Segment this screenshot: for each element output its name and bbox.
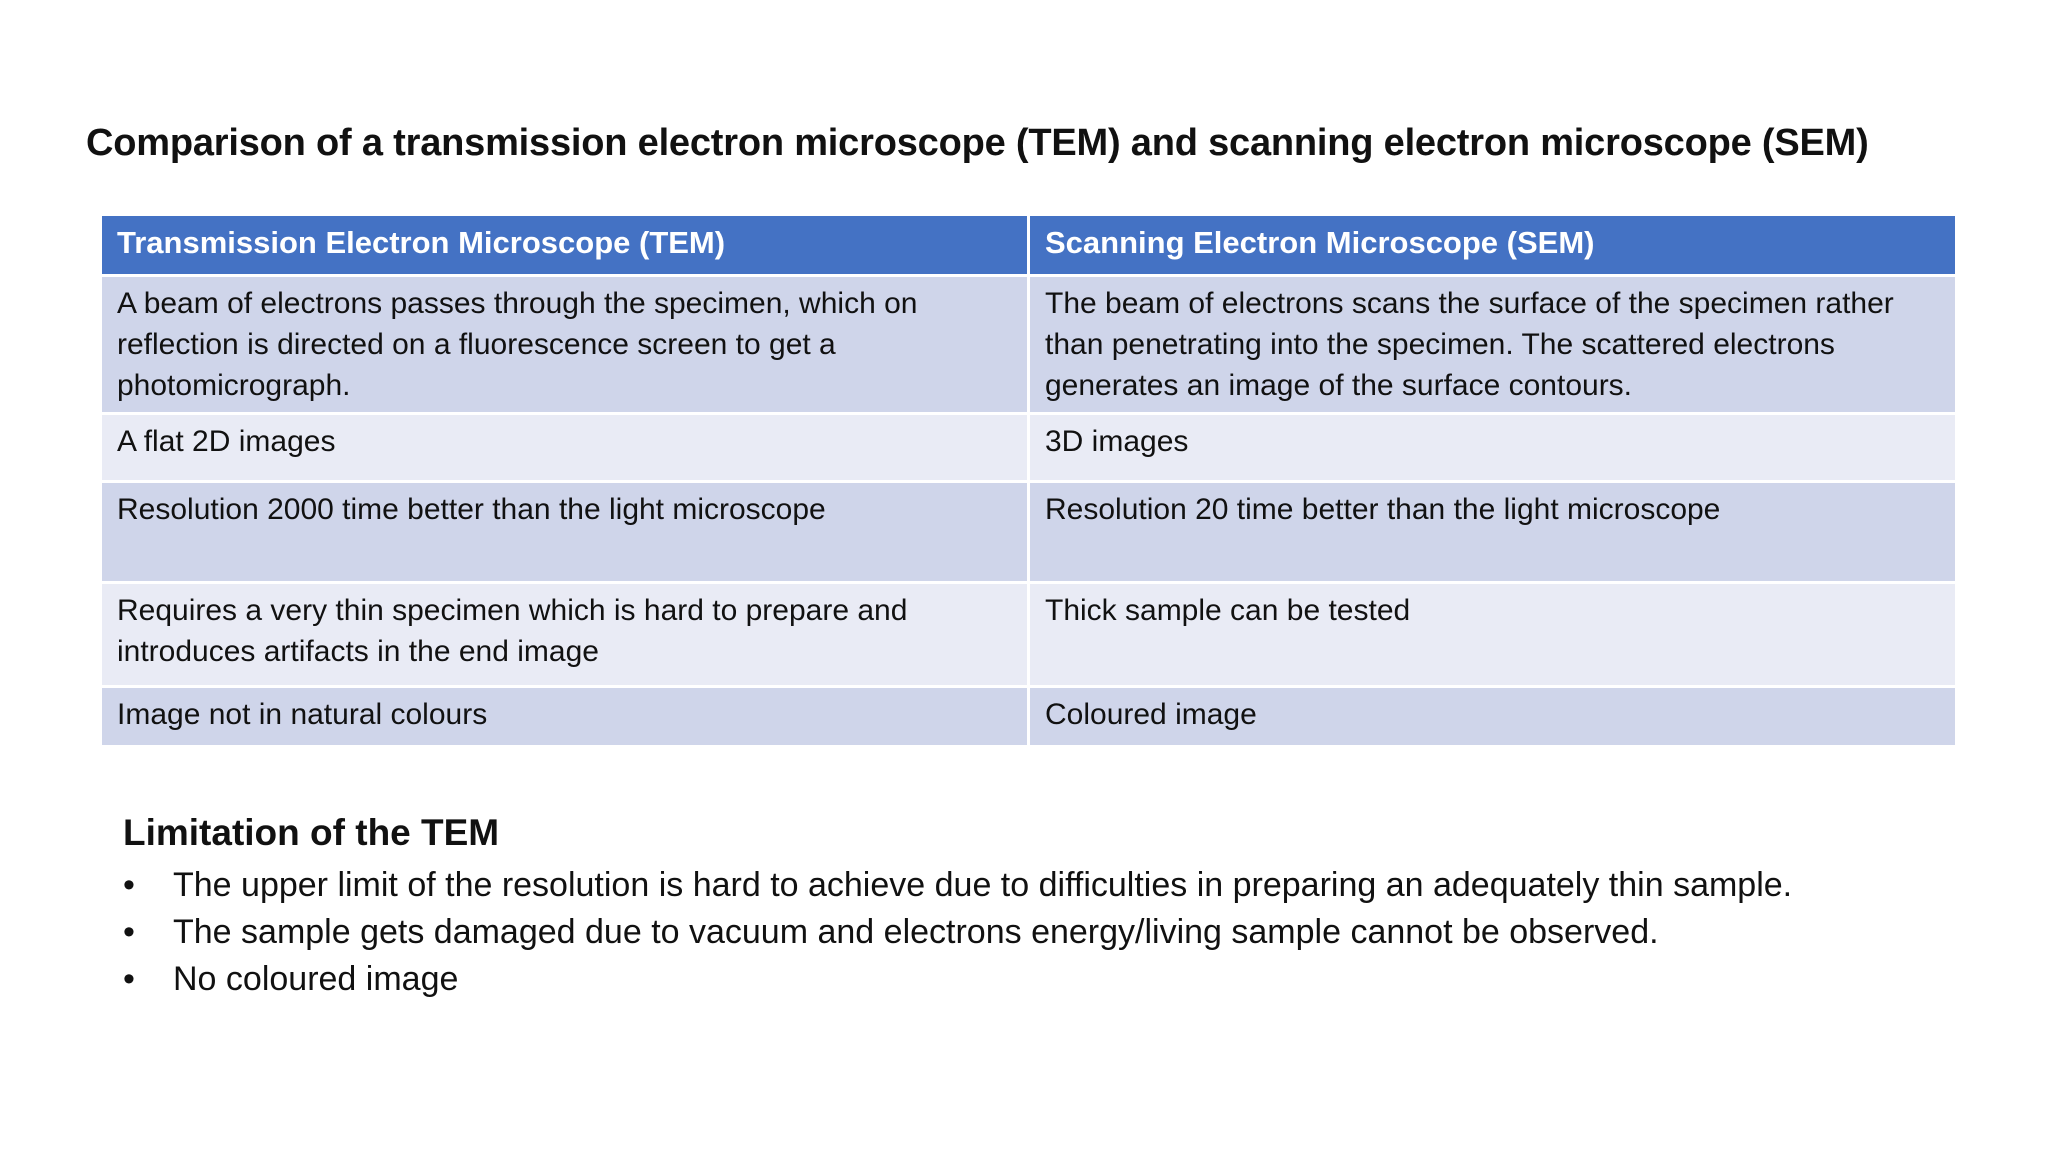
table-header-row bbox=[101, 215, 1957, 276]
comparison-table bbox=[99, 213, 1958, 748]
bullet-icon: • bbox=[123, 866, 135, 904]
sem-cell: 3D images bbox=[1029, 414, 1957, 482]
sem-cell: Resolution 20 time better than the light microscope bbox=[1029, 482, 1957, 583]
table-row bbox=[101, 687, 1957, 747]
list-item bbox=[123, 909, 1973, 956]
limitations-section bbox=[123, 808, 1973, 1003]
list-item-text: No coloured image bbox=[173, 960, 459, 998]
table-row bbox=[101, 482, 1957, 583]
header-sem: Scanning Electron Microscope (SEM) bbox=[1029, 215, 1957, 276]
list-item bbox=[123, 956, 1973, 1003]
limitations-list bbox=[123, 862, 1973, 1003]
bullet-icon: • bbox=[123, 913, 135, 951]
tem-cell: A beam of electrons passes through the specimen, which on reflection is directed on a fluorescence screen to get a photomicrograph. bbox=[101, 276, 1029, 414]
table-row bbox=[101, 583, 1957, 687]
table-row bbox=[101, 276, 1957, 414]
list-item bbox=[123, 862, 1973, 909]
tem-cell: A flat 2D images bbox=[101, 414, 1029, 482]
tem-cell: Requires a very thin specimen which is hard to prepare and introduces artifacts in the end image bbox=[101, 583, 1029, 687]
tem-cell: Image not in natural colours bbox=[101, 687, 1029, 747]
list-item-text: The upper limit of the resolution is hard to achieve due to difficulties in preparing an adequately thin sample. bbox=[173, 866, 1793, 904]
sem-cell: Thick sample can be tested bbox=[1029, 583, 1957, 687]
limitations-heading: Limitation of the TEM bbox=[123, 812, 500, 853]
tem-cell: Resolution 2000 time better than the light microscope bbox=[101, 482, 1029, 583]
slide-title: Comparison of a transmission electron microscope (TEM) and scanning electron microscope (SEM) bbox=[86, 122, 1869, 164]
bullet-icon: • bbox=[123, 960, 135, 998]
table-row bbox=[101, 414, 1957, 482]
sem-cell: Coloured image bbox=[1029, 687, 1957, 747]
list-item-text: The sample gets damaged due to vacuum and electrons energy/living sample cannot be observed. bbox=[173, 913, 1659, 951]
sem-cell: The beam of electrons scans the surface of the specimen rather than penetrating into the specimen. The scattered electrons generates an image of the surface contours. bbox=[1029, 276, 1957, 414]
header-tem: Transmission Electron Microscope (TEM) bbox=[101, 215, 1029, 276]
